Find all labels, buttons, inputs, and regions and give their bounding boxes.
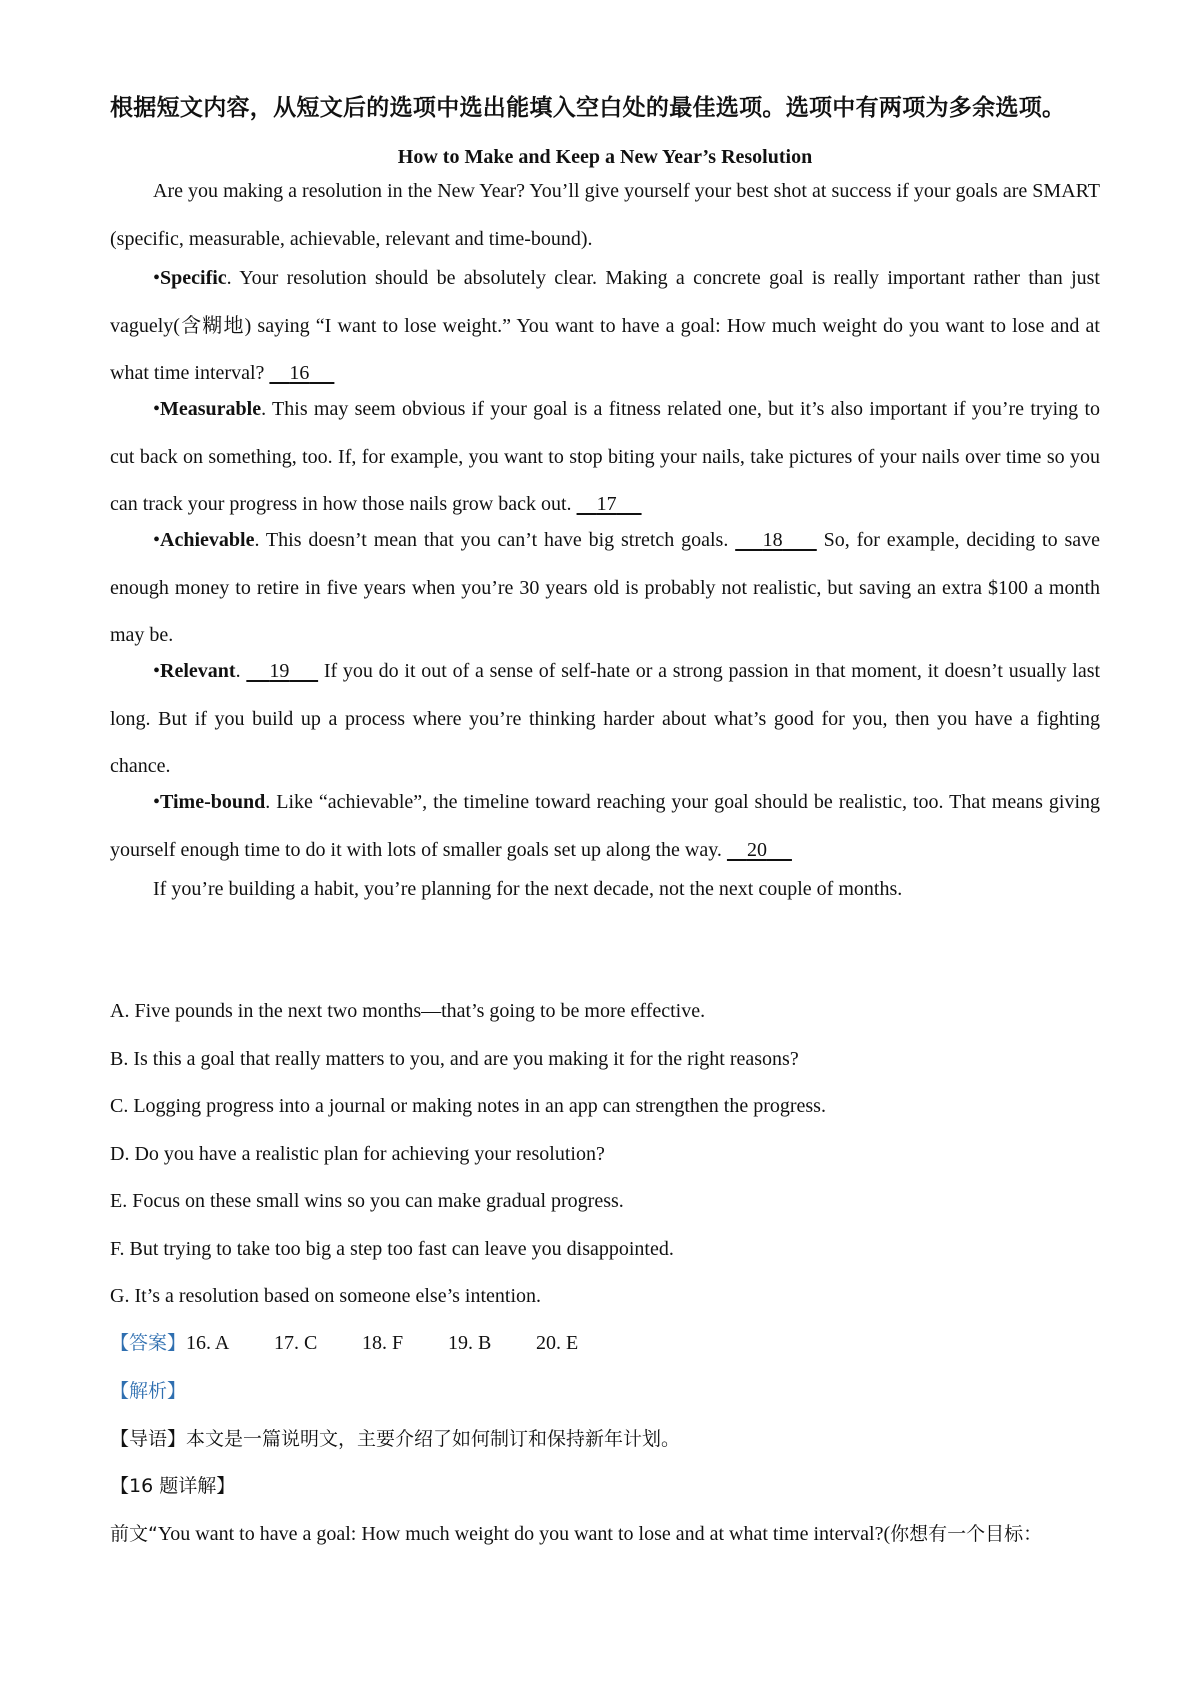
section-heading: Achievable [160,529,255,551]
section-bullet: • [153,267,161,289]
blank-20[interactable]: 20 [746,838,767,861]
intro-text: Are you making a resolution in the New Year? You’ll give yourself your best shot at success if your goals are SMART (specific, measurable, achievable, relevant and time-bound). [110,180,1100,250]
section-bullet: • [153,529,161,551]
section-heading: Relevant [160,660,236,682]
closing-text: If you’re building a habit, you’re planning for the next decade, not the next couple of months. [153,878,903,900]
answer-item: 18. F [362,1332,404,1354]
q16-quote: You want to have a goal: How much weight do you want to lose and at what time interval?( [157,1523,891,1545]
blank-19[interactable]: 19 [269,660,290,682]
guide-tag: 【导语】 [110,1428,187,1450]
option-b: B. Is this a goal that really matters to you, and are you making it for the right reasons? [110,1048,799,1070]
answer-item: 17. C [274,1332,318,1354]
answer-item: 16. A [186,1332,230,1354]
passage-title: How to Make and Keep a New Year’s Resolution [397,146,813,168]
section-text: . Your resolution should be absolutely clear. Making a concrete goal is really important rather than just vaguely(含糊地) saying “I want to lose weight.” You want to have a goal: How much weight do you want to lose and at what time interval? [110,267,1100,384]
intro-paragraph [110,168,1100,263]
section-text: . This doesn’t mean that you can’t have big stretch goals. [254,529,736,551]
option-a: A. Five pounds in the next two months—that’s going to be more effective. [110,1000,706,1022]
section-specific [110,255,1100,398]
option-f: F. But trying to take too big a step too fast can leave you disappointed. [110,1238,674,1260]
guide-line [110,1425,1100,1453]
blank-17[interactable]: 17 [596,493,617,515]
answer-item: 19. B [448,1332,492,1354]
section-achievable [110,517,1100,660]
section-text-after: So, for example, deciding to save enough money to retire in five years when you’re 30 years old is probably not realistic, but saving an extra $100 a month may be. [110,529,1100,646]
analysis-tag: 【解析】 [110,1380,187,1402]
section-text: . [235,660,247,682]
section-measurable [110,386,1100,529]
option-d: D. Do you have a realistic plan for achieving your resolution? [110,1143,605,1165]
q16-tag: 【16 题详解】 [110,1475,236,1497]
answer-tag: 【答案】 [110,1332,187,1354]
section-bullet: • [153,660,161,682]
section-text: . Like “achievable”, the timeline toward reaching your goal should be realistic, too. That means giving yourself enough time to do it with lots of smaller goals set up along the way. [110,791,1100,861]
section-text-after: If you do it out of a sense of self-hate or a strong passion in that moment, it doesn’t usually last long. But if you build up a process where you’re thinking harder about what’s good for you, then you have a fighting chance. [110,660,1101,777]
instruction-text: 根据短文内容，从短文后的选项中选出能填入空白处的最佳选项。选项中有两项为多余选项。 [110,95,1066,121]
answer-item: 20. E [536,1332,579,1354]
section-time-bound [110,779,1100,874]
q16-suffix: 你想有一个目标： [890,1523,1043,1545]
q16-prefix: 前文“ [110,1523,158,1545]
q16-heading [110,1472,1100,1500]
q16-explanation [110,1520,1100,1548]
section-heading: Measurable [160,398,262,420]
answer-row [110,1329,1100,1357]
closing-paragraph [110,866,1100,914]
section-heading: Specific [160,267,227,289]
blank-18[interactable]: 18 [762,529,783,551]
section-text: . This may seem obvious if your goal is a fitness related one, but it’s also important if you’re trying to cut back on something, too. If, for example, you want to stop biting your nails, take pictures of your nails over time so you can track your progress in how those nails grow back out. [110,398,1100,515]
guide-text: 本文是一篇说明文，主要介绍了如何制订和保持新年计划。 [186,1428,681,1450]
section-relevant [110,648,1100,791]
option-g: G. It’s a resolution based on someone else’s intention. [110,1285,542,1307]
blank-16[interactable]: 16 [289,362,310,384]
section-bullet: • [153,791,161,813]
section-heading: Time-bound [160,791,266,813]
option-c: C. Logging progress into a journal or making notes in an app can strengthen the progress. [110,1095,826,1117]
analysis-heading [110,1377,1100,1405]
option-e: E. Focus on these small wins so you can make gradual progress. [110,1190,624,1212]
section-bullet: • [153,398,161,420]
